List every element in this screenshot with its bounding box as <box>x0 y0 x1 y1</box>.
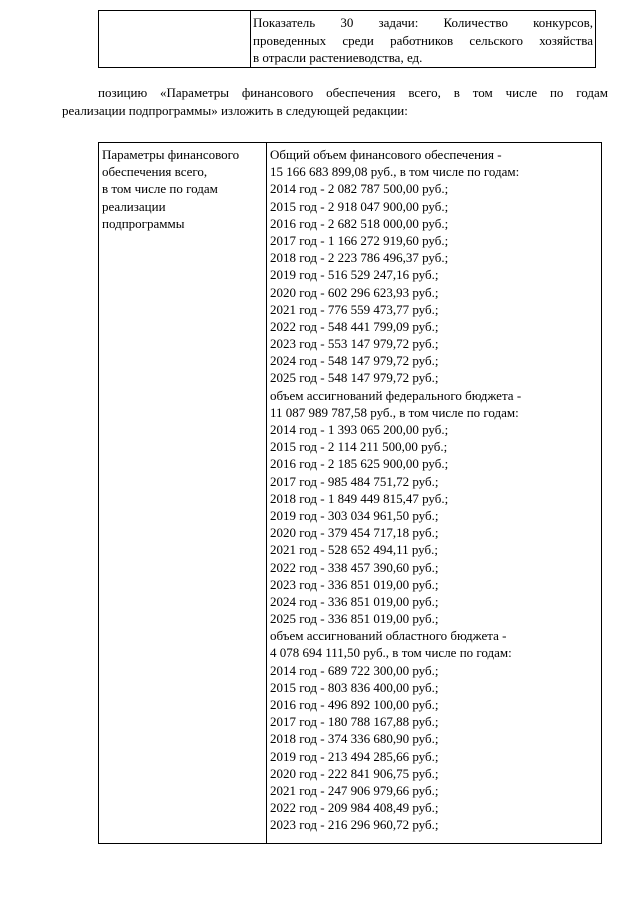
financing-line: 2017 год - 180 788 167,88 руб.; <box>270 714 439 730</box>
financing-line: 11 087 989 787,58 руб., в том числе по годам: <box>270 404 519 420</box>
financing-parameters-table <box>98 142 602 844</box>
financing-line: 2014 год - 1 393 065 200,00 руб.; <box>270 422 449 437</box>
financing-line: объем ассигнований федерального бюджета - <box>270 387 522 403</box>
financing-line: Общий объем финансового обеспечения - <box>270 147 502 162</box>
financing-line: 2023 год - 216 296 960,72 руб.; <box>270 817 439 833</box>
intro-paragraph <box>62 84 608 120</box>
financing-line: 2017 год - 985 484 751,72 руб.; <box>270 473 439 489</box>
financing-line: 2016 год - 2 185 625 900,00 руб.; <box>270 456 449 472</box>
indicator-line: в отрасли растениеводства, ед. <box>253 50 423 65</box>
parameter-name-line: подпрограммы <box>102 215 185 231</box>
financing-line: 2024 год - 336 851 019,00 руб.; <box>270 593 439 609</box>
parameter-value-cell <box>270 146 599 834</box>
financing-line: 2014 год - 689 722 300,00 руб.; <box>270 662 439 678</box>
financing-line: 15 166 683 899,08 руб., в том числе по годам: <box>270 164 520 180</box>
financing-line: 2014 год - 2 082 787 500,00 руб.; <box>270 181 449 197</box>
financing-line: объем ассигнований областного бюджета - <box>270 628 507 644</box>
parameter-name-line: обеспечения всего, <box>102 164 208 180</box>
financing-line: 4 078 694 111,50 руб., в том числе по годам: <box>270 645 512 661</box>
financing-line: 2018 год - 374 336 680,90 руб.; <box>270 731 439 747</box>
financing-line: 2022 год - 209 984 408,49 руб.; <box>270 800 439 816</box>
financing-line: 2022 год - 548 441 799,09 руб.; <box>270 318 439 334</box>
financing-line: 2015 год - 803 836 400,00 руб.; <box>270 679 439 695</box>
financing-line: 2020 год - 379 454 717,18 руб.; <box>270 525 439 541</box>
financing-line: 2021 год - 528 652 494,11 руб.; <box>270 542 438 558</box>
financing-line: 2015 год - 2 918 047 900,00 руб.; <box>270 198 449 214</box>
financing-line: 2015 год - 2 114 211 500,00 руб.; <box>270 439 448 455</box>
indicator-cell <box>253 14 593 67</box>
financing-line: 2020 год - 602 296 623,93 руб.; <box>270 284 439 300</box>
financing-line: 2023 год - 553 147 979,72 руб.; <box>270 336 439 352</box>
intro-line: позицию «Параметры финансового обеспечения всего, в том числе по годам <box>98 85 608 100</box>
financing-line: 2025 год - 336 851 019,00 руб.; <box>270 611 439 627</box>
indicator-table-fragment <box>98 10 596 68</box>
financing-line: 2021 год - 776 559 473,77 руб.; <box>270 301 439 317</box>
financing-line: 2019 год - 303 034 961,50 руб.; <box>270 507 439 523</box>
financing-line: 2024 год - 548 147 979,72 руб.; <box>270 353 439 369</box>
financing-line: 2017 год - 1 166 272 919,60 руб.; <box>270 232 449 248</box>
parameter-name-line: реализации <box>102 198 166 214</box>
financing-line: 2016 год - 496 892 100,00 руб.; <box>270 697 439 712</box>
parameter-name-line: в том числе по годам <box>102 181 218 197</box>
financing-line: 2025 год - 548 147 979,72 руб.; <box>270 370 439 386</box>
financing-line: 2019 год - 213 494 285,66 руб.; <box>270 748 439 764</box>
financing-line: 2019 год - 516 529 247,16 руб.; <box>270 267 439 283</box>
financing-line: 2021 год - 247 906 979,66 руб.; <box>270 782 439 798</box>
indicator-line: проведенных среди работников сельского хозяйства <box>253 32 593 48</box>
parameter-name-line: Параметры финансового <box>102 147 240 162</box>
intro-line: реализации подпрограммы» изложить в следующей редакции: <box>62 103 408 118</box>
financing-line: 2022 год - 338 457 390,60 руб.; <box>270 559 439 575</box>
financing-line: 2018 год - 2 223 786 496,37 руб.; <box>270 250 449 266</box>
table-column-divider <box>266 143 267 843</box>
table-column-divider <box>250 11 251 67</box>
parameter-name-cell <box>102 146 264 232</box>
financing-line: 2018 год - 1 849 449 815,47 руб.; <box>270 490 449 506</box>
financing-line: 2023 год - 336 851 019,00 руб.; <box>270 576 439 592</box>
financing-line: 2020 год - 222 841 906,75 руб.; <box>270 765 439 781</box>
indicator-line: Показатель 30 задачи: Количество конкурсов, <box>253 15 593 30</box>
financing-line: 2016 год - 2 682 518 000,00 руб.; <box>270 215 449 231</box>
